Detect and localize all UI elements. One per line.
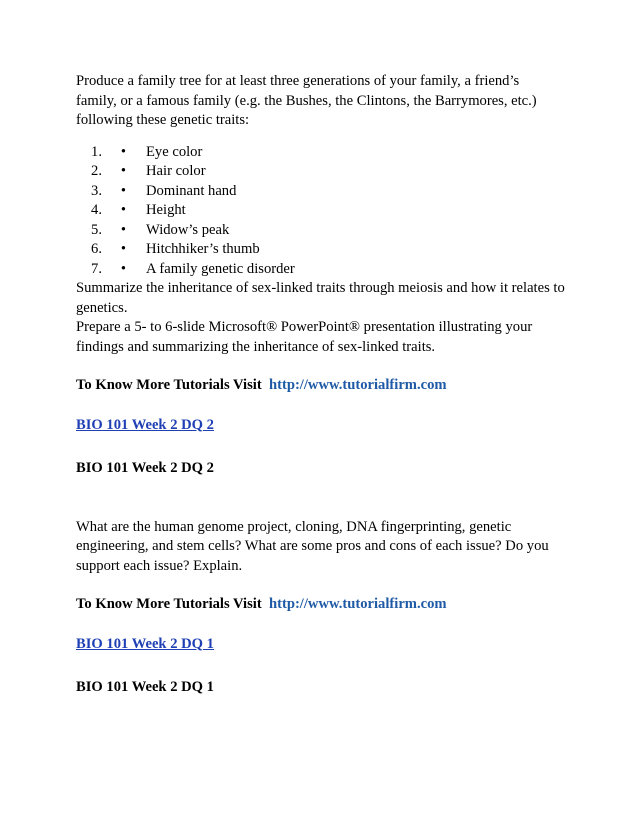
dq2-heading: BIO 101 Week 2 DQ 2 [76, 460, 214, 476]
bullet-icon: • [120, 163, 126, 179]
list-item [76, 162, 576, 182]
tutorial-link[interactable]: http://www.tutorialfirm.com [269, 377, 447, 393]
list-number: 7. [91, 260, 102, 277]
promo-text: To Know More Tutorials Visit [76, 377, 262, 393]
prepare-paragraph: Prepare a 5- to 6-slide Microsoft® PowerPoint® presentation illustrating your findings and summarizing the inheritance of sex-linked traits. [76, 319, 533, 355]
bullet-icon: • [120, 241, 126, 257]
trait-label: Hair color [146, 163, 206, 179]
dq2-question: What are the human genome project, cloning, DNA fingerprinting, genetic engineering, and stem cells? What are some pros and cons of each issue? Do you support each issue? Explain. [76, 518, 549, 574]
promo-text: To Know More Tutorials Visit [76, 596, 262, 612]
bullet-icon: • [120, 202, 126, 218]
tutorial-link[interactable]: http://www.tutorialfirm.com [269, 596, 447, 612]
list-number: 2. [91, 163, 102, 179]
trait-label: A family genetic disorder [146, 260, 295, 277]
list-number: 3. [91, 182, 102, 199]
trait-label: Dominant hand [146, 182, 237, 199]
trait-label: Hitchhiker’s thumb [146, 241, 260, 257]
traits-list [76, 143, 576, 280]
bullet-icon: • [120, 143, 126, 160]
promo-line-1 [76, 376, 576, 396]
list-number: 1. [91, 143, 102, 160]
bullet-icon: • [120, 260, 126, 277]
list-item [76, 201, 576, 221]
list-item [76, 260, 576, 280]
list-number: 4. [91, 202, 102, 218]
dq1-link[interactable]: BIO 101 Week 2 DQ 1 [76, 635, 214, 652]
trait-label: Height [146, 202, 186, 218]
trait-label: Widow’s peak [146, 221, 230, 238]
bullet-icon: • [120, 221, 126, 238]
list-number: 6. [91, 241, 102, 257]
promo-line-2 [76, 595, 576, 615]
dq2-link[interactable]: BIO 101 Week 2 DQ 2 [76, 416, 214, 433]
intro-paragraph: Produce a family tree for at least three generations of your family, a friend’s family, or a famous family (e.g. the Bushes, the Clintons, the Barrymores, etc.) following these genetic traits: [76, 73, 537, 128]
dq1-heading: BIO 101 Week 2 DQ 1 [76, 679, 214, 695]
list-item [76, 221, 576, 241]
list-item [76, 182, 576, 202]
list-number: 5. [91, 221, 102, 238]
trait-label: Eye color [146, 143, 203, 160]
list-item [76, 240, 576, 260]
bullet-icon: • [120, 182, 126, 199]
document-page [76, 72, 576, 698]
summary-paragraph: Summarize the inheritance of sex-linked traits through meiosis and how it relates to genetics. [76, 280, 565, 316]
list-item [76, 143, 576, 163]
